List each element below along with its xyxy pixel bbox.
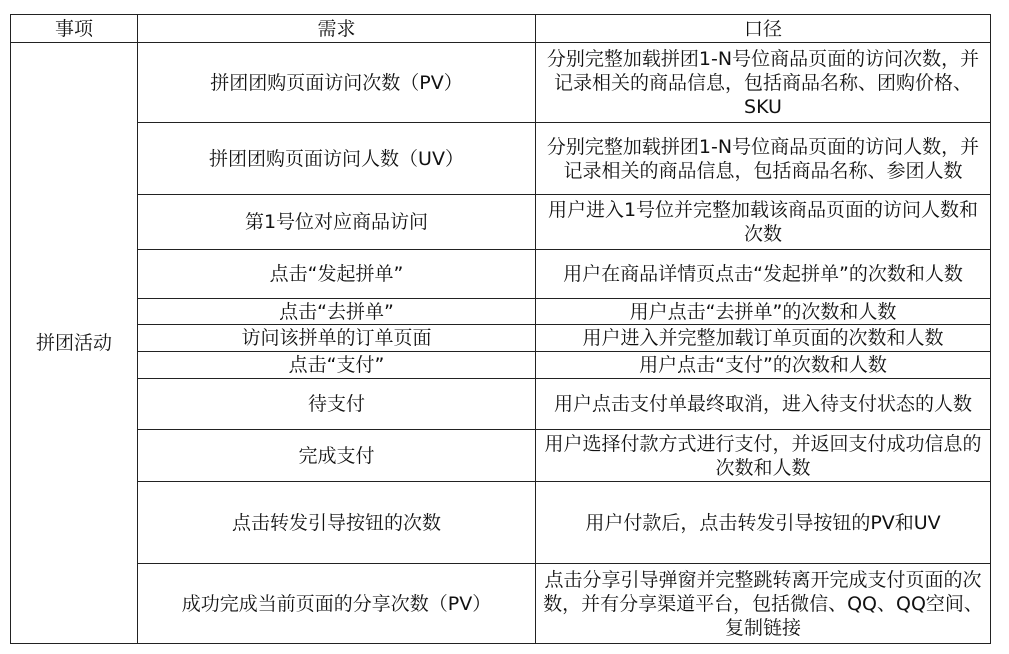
definition-cell: 分别完整加载拼团1-N号位商品页面的访问人数，并记录相关的商品信息，包括商品名称、参团人数 (536, 123, 991, 195)
requirement-cell: 点击“发起拼单” (138, 250, 536, 299)
requirement-cell: 点击转发引导按钮的次数 (138, 482, 536, 564)
requirement-cell: 成功完成当前页面的分享次数（PV） (138, 564, 536, 644)
definition-cell: 分别完整加载拼团1-N号位商品页面的访问次数，并记录相关的商品信息，包括商品名称、团购价格、SKU (536, 43, 991, 123)
definition-cell: 用户在商品详情页点击“发起拼单”的次数和人数 (536, 250, 991, 299)
table-row (11, 250, 991, 299)
definition-cell: 用户付款后，点击转发引导按钮的PV和UV (536, 482, 991, 564)
definition-cell: 用户点击“支付”的次数和人数 (536, 352, 991, 379)
table-row (11, 123, 991, 195)
table-row (11, 43, 991, 123)
category-cell: 拼团活动 (11, 43, 138, 644)
table-row (11, 430, 991, 482)
requirements-table (10, 14, 991, 644)
header-definition: 口径 (536, 15, 991, 43)
requirement-cell: 待支付 (138, 379, 536, 430)
requirement-cell: 拼团团购页面访问次数（PV） (138, 43, 536, 123)
definition-cell: 用户进入1号位并完整加载该商品页面的访问人数和次数 (536, 195, 991, 250)
table-row (11, 379, 991, 430)
table-row (11, 325, 991, 352)
table-row (11, 564, 991, 644)
header-requirement: 需求 (138, 15, 536, 43)
header-row (11, 15, 991, 43)
header-item: 事项 (11, 15, 138, 43)
requirement-cell: 点击“支付” (138, 352, 536, 379)
definition-cell: 用户点击支付单最终取消，进入待支付状态的人数 (536, 379, 991, 430)
requirement-cell: 第1号位对应商品访问 (138, 195, 536, 250)
requirement-cell: 访问该拼单的订单页面 (138, 325, 536, 352)
table-row (11, 352, 991, 379)
requirement-cell: 完成支付 (138, 430, 536, 482)
definition-cell: 用户选择付款方式进行支付，并返回支付成功信息的次数和人数 (536, 430, 991, 482)
definition-cell: 用户点击“去拼单”的次数和人数 (536, 299, 991, 325)
table-row (11, 482, 991, 564)
requirement-cell: 点击“去拼单” (138, 299, 536, 325)
definition-cell: 用户进入并完整加载订单页面的次数和人数 (536, 325, 991, 352)
table-row (11, 299, 991, 325)
table-row (11, 195, 991, 250)
requirement-cell: 拼团团购页面访问人数（UV） (138, 123, 536, 195)
definition-cell: 点击分享引导弹窗并完整跳转离开完成支付页面的次数，并有分享渠道平台，包括微信、QQ、QQ空间、复制链接 (536, 564, 991, 644)
